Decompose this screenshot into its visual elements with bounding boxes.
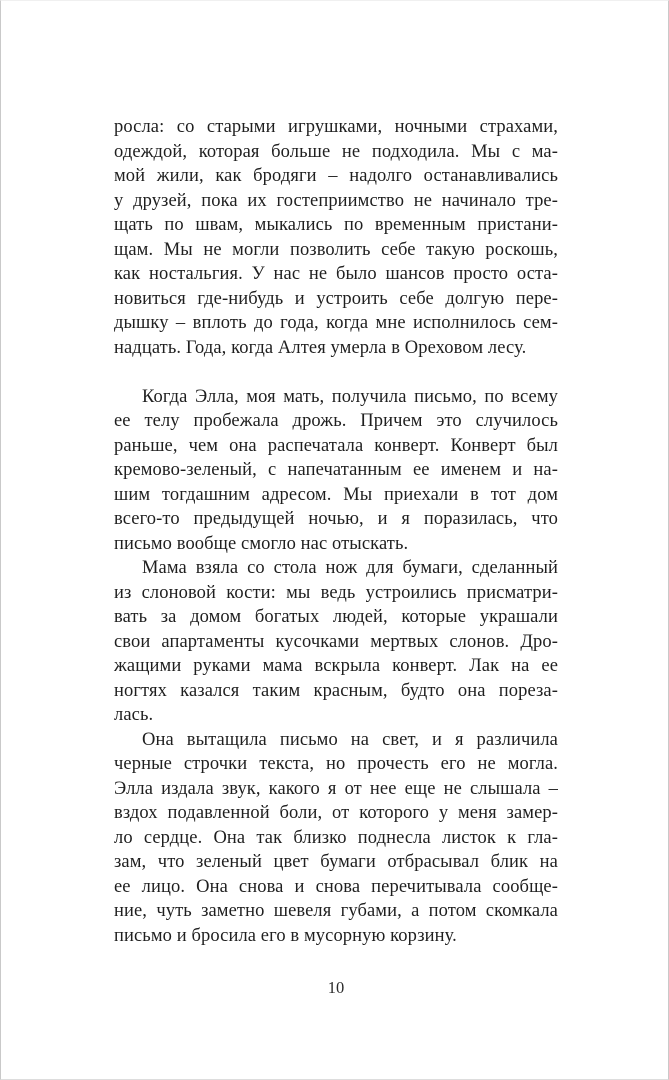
text-line: шим тогдашним адресом. Мы приехали в тот дом <box>114 484 558 505</box>
paragraph <box>114 115 558 360</box>
text-line: ние, чуть заметно шевеля губами, а потом скомкала <box>114 901 558 921</box>
text-line: письмо и бросила его в мусорную корзину. <box>114 925 457 946</box>
paragraph <box>114 728 558 949</box>
text-line: из слоновой кости: мы ведь устроились присматри- <box>114 582 558 603</box>
text-line: щать по швам, мыкались по временным пристани- <box>114 215 558 235</box>
text-line: надцать. Года, когда Алтея умерла в Ореховом лесу. <box>114 337 527 358</box>
text-line: свои апартаменты кусочками мертвых слонов. Дро- <box>114 631 558 652</box>
text-line: всего-то предыдущей ночью, и я поразилась, что <box>114 509 558 529</box>
text-line: кремово-зеленый, с напечатанным ее именем и на- <box>114 460 558 480</box>
text-line: дышку – вплоть до года, когда мне исполнилось сем- <box>114 313 558 333</box>
text-line: ее лицо. Она снова и снова перечитывала сообще- <box>114 876 558 897</box>
text-line: лась. <box>114 705 154 725</box>
paragraph <box>114 385 558 557</box>
text-line: вать за домом богатых людей, которые украшали <box>114 607 558 627</box>
text-line: у друзей, пока их гостеприимство не начинало тре- <box>114 190 558 211</box>
text-line: раньше, чем она распечатала конверт. Конверт был <box>114 435 558 456</box>
text-line: зам, что зеленый цвет бумаги отбрасывал блик на <box>114 852 558 872</box>
text-block <box>114 115 558 948</box>
text-line: ногтях казался таким красным, будто она пореза- <box>114 680 558 701</box>
text-line: Мама взяла со стола нож для бумаги, сделанный <box>142 558 558 578</box>
text-line: росла: со старыми игрушками, ночными страхами, <box>114 117 558 137</box>
text-line: ло сердце. Она так близко поднесла листок к гла- <box>114 827 558 848</box>
text-line: черные строчки текста, но прочесть его не могла. <box>114 754 558 774</box>
text-line: жащими руками мама вскрыла конверт. Лак на ее <box>114 656 558 676</box>
text-line: новиться где-нибудь и устроить себе долгую пере- <box>114 288 558 309</box>
text-line: ее телу пробежала дрожь. Причем это случилось <box>114 411 558 431</box>
paragraph <box>114 556 558 728</box>
text-line: мой жили, как бродяги – надолго останавливались <box>114 166 558 186</box>
text-line: как ностальгия. У нас не было шансов просто оста- <box>114 264 558 284</box>
text-line: Когда Элла, моя мать, получила письмо, по всему <box>142 386 558 407</box>
text-line: вздох подавленной боли, от которого у меня замер- <box>114 803 558 823</box>
text-line: письмо вообще смогло нас отыскать. <box>114 533 409 554</box>
text-line: Она вытащила письмо на свет, и я различила <box>142 729 558 750</box>
text-line: одеждой, которая больше не подходила. Мы с ма- <box>114 141 558 162</box>
text-line: Элла издала звук, какого я от нее еще не слышала – <box>114 778 558 799</box>
text-line: щам. Мы не могли позволить себе такую роскошь, <box>114 239 558 260</box>
page-number: 10 <box>327 978 345 997</box>
